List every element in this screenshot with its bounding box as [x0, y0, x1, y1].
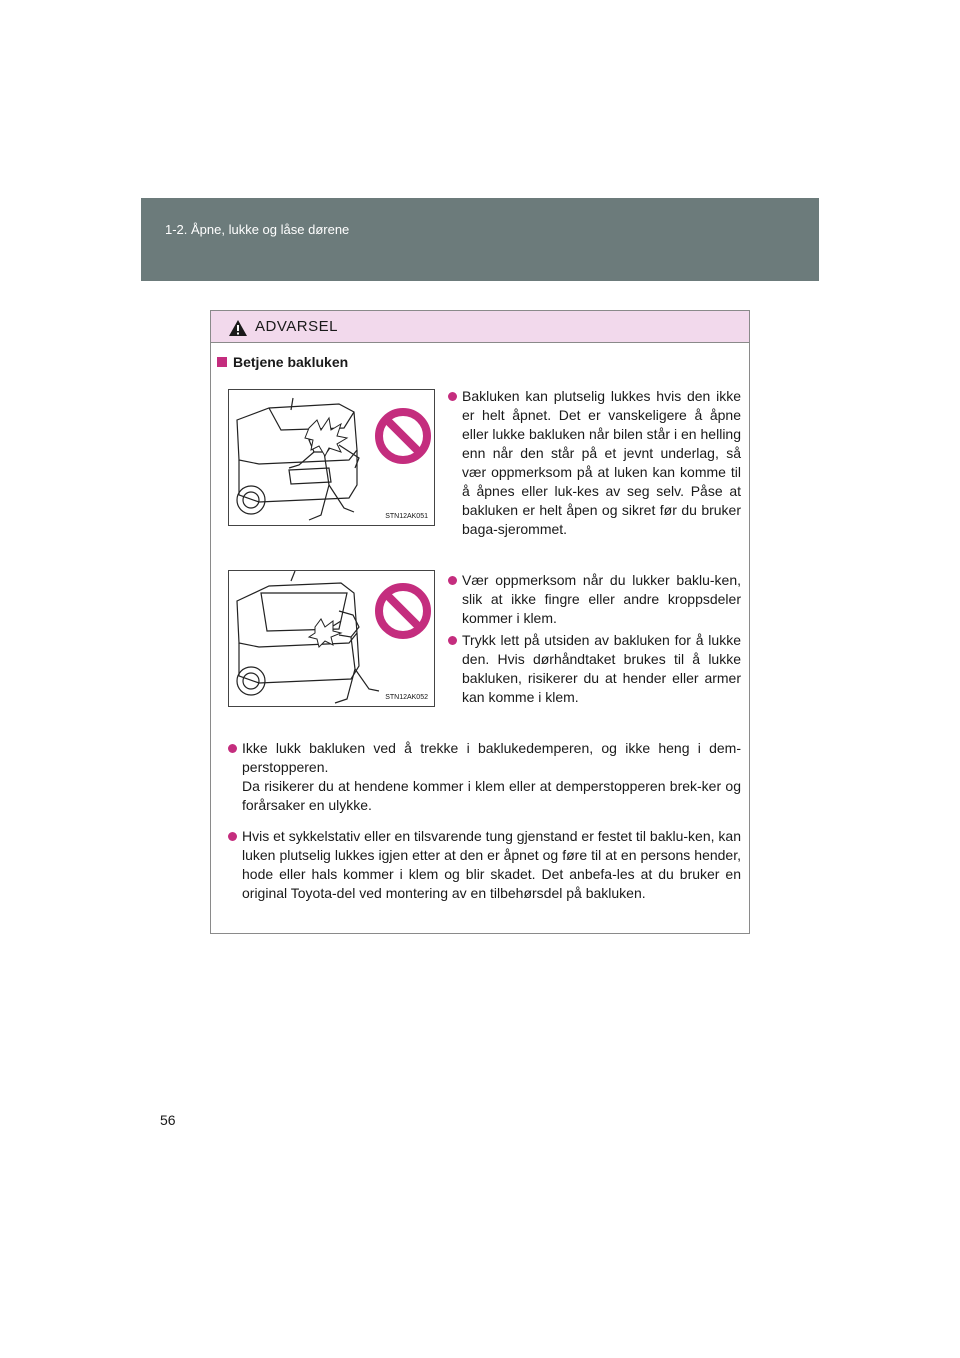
warning-triangle-icon [228, 319, 248, 337]
bullet-item [228, 739, 741, 815]
bullet-text-continued: Da risikerer du at hendene kommer i klem eller at demperstopperen brek-ker og forårsaker en ulykke. [242, 778, 741, 813]
bullet-item [448, 387, 741, 539]
prohibited-icon [379, 412, 427, 460]
image-code: STN12AK052 [385, 694, 428, 701]
prohibited-icon [379, 587, 427, 635]
section-square-icon [217, 357, 227, 367]
bullet-text: Vær oppmerksom når du lukker baklu-ken, slik at ikke fingre eller andre kroppsdeler kommer i klem. [462, 572, 741, 626]
section-heading [217, 354, 348, 370]
warning-header [211, 311, 749, 343]
bullet-text: Hvis et sykkelstativ eller en tilsvarende tung gjenstand er festet til baklu-ken, kan luken plutselig lukkes igjen etter at den er åpnet og føre til at en persons hender, hode eller hals kommer i klem og blir skadet. Det anbefa-les at du bruker en original Toyota-del ved montering av en tilbehørsdel på bakluken. [242, 828, 741, 901]
illustration-tailgate-closing [228, 389, 435, 526]
bullet-dot-icon [228, 832, 237, 841]
section-heading-text: Betjene bakluken [233, 354, 349, 370]
chapter-title: 1-2. Åpne, lukke og låse dørene [165, 222, 350, 237]
warning-title: ADVARSEL [255, 318, 338, 335]
bullet-dot-icon [448, 392, 457, 401]
car-tailgate-figure [229, 571, 435, 707]
bullet-dot-icon [448, 576, 457, 585]
illustration-tailgate-pinch [228, 570, 435, 707]
bullet-item [228, 827, 741, 903]
page-number: 56 [160, 1112, 176, 1128]
image-code: STN12AK051 [385, 513, 428, 520]
bullet-dot-icon [448, 636, 457, 645]
car-tailgate-figure [229, 390, 435, 526]
bullet-item [448, 631, 741, 707]
bullet-item [448, 571, 741, 628]
chapter-header-band [141, 198, 819, 281]
bullet-text: Ikke lukk bakluken ved å trekke i baklukedemperen, og ikke heng i dem-perstopperen. [242, 740, 741, 775]
bullet-text: Trykk lett på utsiden av bakluken for å lukke den. Hvis dørhåndtaket brukes til å lukke bakluken, risikerer du at hender eller armer kan komme i klem. [462, 632, 741, 705]
warning-box [210, 310, 750, 934]
bullet-dot-icon [228, 744, 237, 753]
bullet-text: Bakluken kan plutselig lukkes hvis den ikke er helt åpnet. Det er vanskeligere å åpne eller lukke bakluken når bilen står i en helling enn når den står på et jevnt underlag, så vær oppmerksom på at luken kan komme til å åpnes eller luk-kes av seg selv. Påse at bakluken er helt åpen og sikret før du bruker baga-sjerommet. [462, 388, 741, 537]
